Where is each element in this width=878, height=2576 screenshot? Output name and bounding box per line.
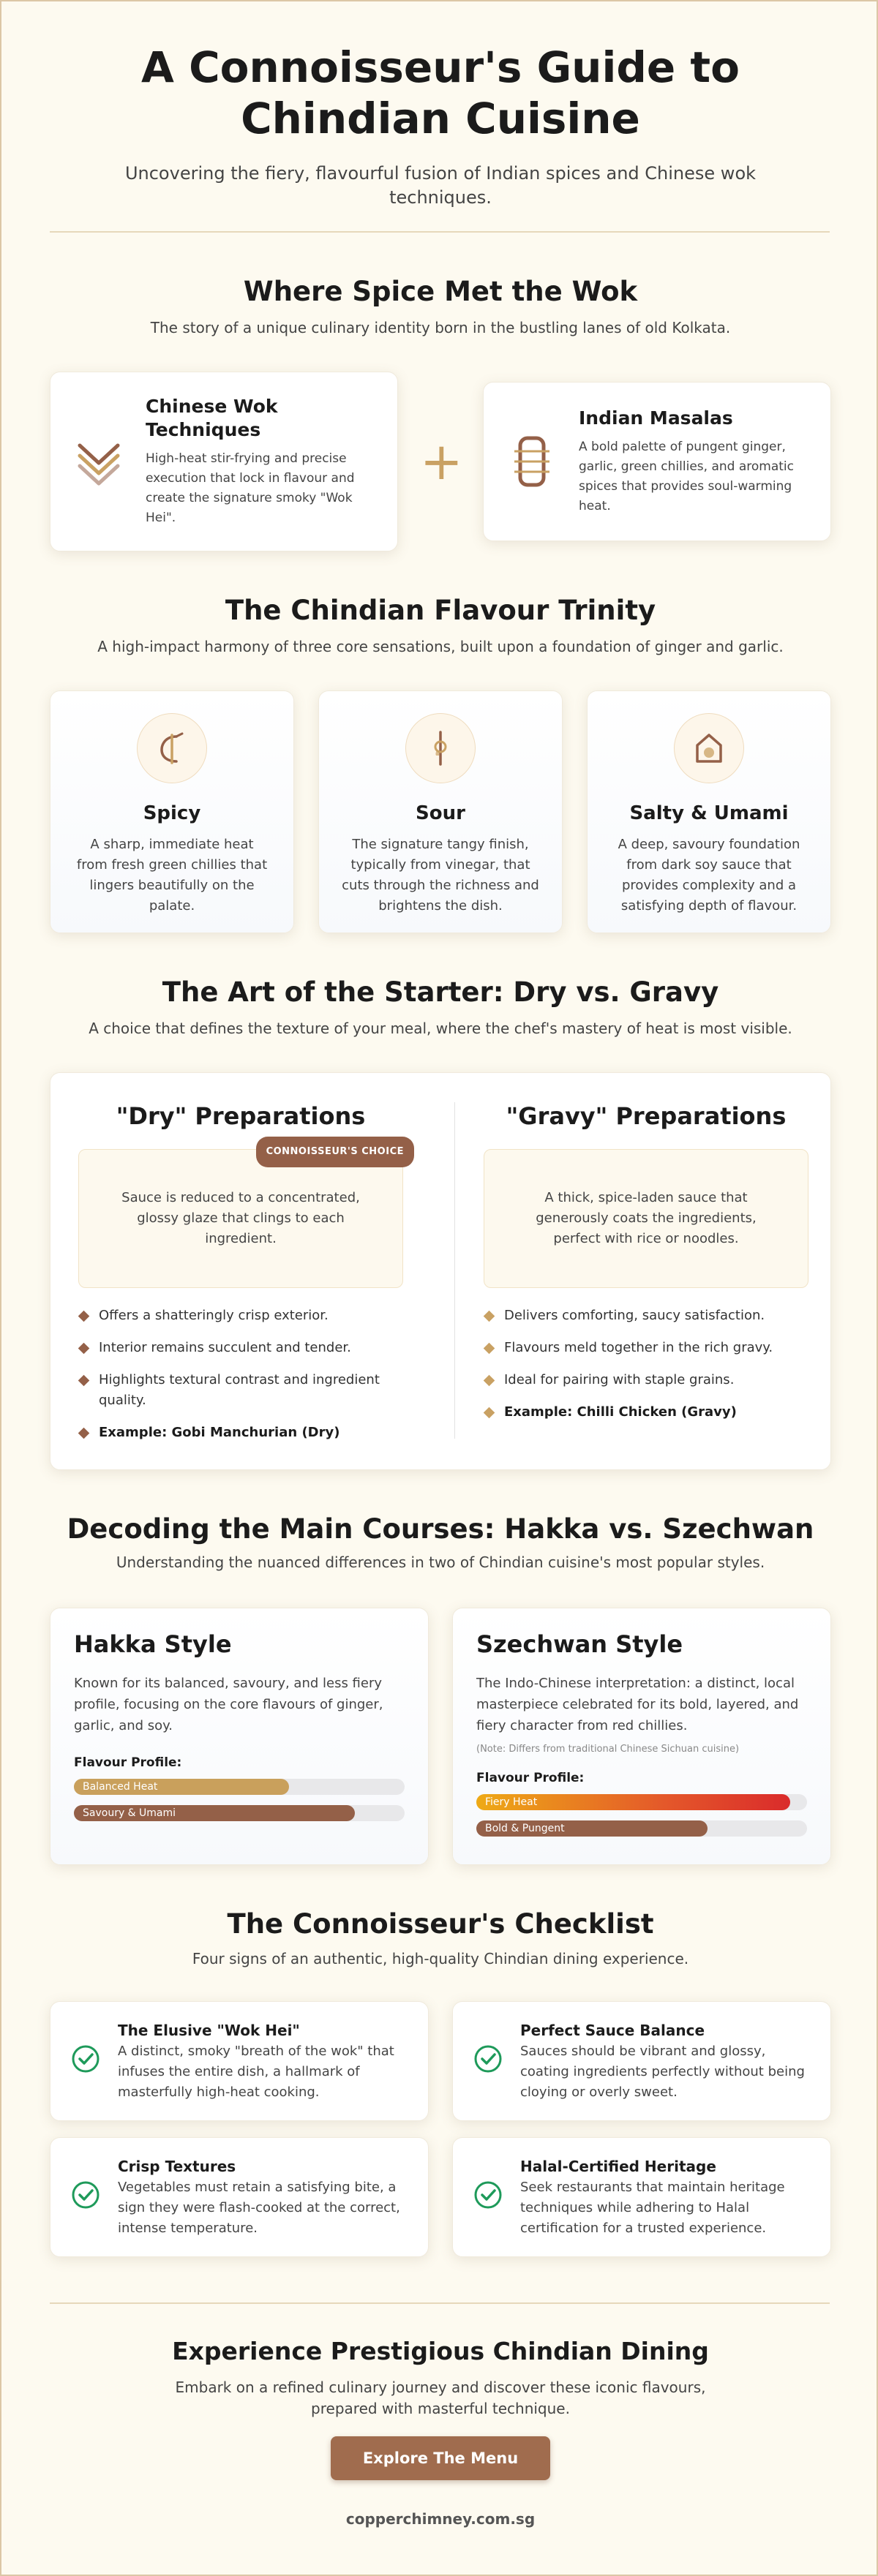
trinity-header bbox=[1, 594, 878, 657]
dry-points bbox=[78, 1306, 403, 1443]
hakka-card bbox=[50, 1608, 429, 1865]
checklist-item bbox=[452, 2137, 831, 2257]
checklist-item-title: The Elusive "Wok Hei" bbox=[118, 2022, 300, 2039]
footer-title: Experience Prestigious Chindian Dining bbox=[172, 2337, 709, 2365]
divider bbox=[50, 231, 830, 233]
dry-description: Sauce is reduced to a concentrated, glossy glaze that clings to each ingredient. bbox=[121, 1190, 360, 1246]
list-item: Offers a shatteringly crisp exterior. bbox=[78, 1306, 403, 1326]
diamond-bullet-icon bbox=[484, 1311, 495, 1322]
hakka-description: Known for its balanced, savoury, and less fiery profile, focusing on the core flavours of ginger, garlic, and soy. bbox=[74, 1676, 383, 1733]
divider bbox=[50, 2302, 830, 2304]
origin-subtitle: The story of a unique culinary identity born in the bustling lanes of old Kolkata. bbox=[150, 319, 731, 336]
checklist-item-title: Perfect Sauce Balance bbox=[520, 2022, 705, 2039]
dry-title: "Dry" Preparations bbox=[116, 1102, 366, 1130]
wok-chevrons-icon bbox=[72, 431, 125, 492]
checklist-item-title: Crisp Textures bbox=[118, 2158, 236, 2175]
origin-card-text: A bold palette of pungent ginger, garlic, green chillies, and aromatic spices that provides soul-warming heat. bbox=[579, 440, 794, 513]
plus-sign: + bbox=[420, 432, 463, 492]
diamond-bullet-icon bbox=[484, 1343, 495, 1355]
list-item: Highlights textural contrast and ingredient quality. bbox=[78, 1370, 403, 1411]
page-subtitle: Uncovering the fiery, flavourful fusion of Indian spices and Chinese wok techniques. bbox=[124, 163, 757, 208]
checklist-item-text: Vegetables must retain a satisfying bite, a sign they were flash-cooked at the correct, intense temperature. bbox=[118, 2180, 400, 2236]
szechwan-bar-pungent bbox=[476, 1820, 807, 1837]
origin-card-text: High-heat stir-frying and precise execution that lock in flavour and create the signature smoky "Wok Hei". bbox=[146, 451, 355, 525]
checklist-item-text: Sauces should be vibrant and glossy, coating ingredients perfectly without being cloying or overly sweet. bbox=[520, 2044, 805, 2100]
dry-description-box bbox=[78, 1146, 404, 1288]
starter-subtitle: A choice that defines the texture of your meal, where the chef's mastery of heat is most visible. bbox=[89, 1020, 792, 1037]
spice-jar-icon bbox=[506, 431, 558, 492]
szechwan-description: The Indo-Chinese interpretation: a distinct, local masterpiece celebrated for its bold, layered, and fiery character from red chillies. bbox=[476, 1676, 799, 1733]
gravy-description-box bbox=[484, 1149, 808, 1288]
trinity-title: The Chindian Flavour Trinity bbox=[225, 595, 656, 626]
origin-card-title: Indian Masalas bbox=[579, 407, 733, 429]
bar-fill: Savoury & Umami bbox=[74, 1805, 355, 1821]
checklist-header bbox=[1, 1907, 878, 1969]
szechwan-note: (Note: Differs from traditional Chinese Sichuan cuisine) bbox=[476, 1744, 740, 1755]
list-item: Example: Gobi Manchurian (Dry) bbox=[78, 1423, 403, 1443]
check-circle-icon bbox=[71, 2044, 100, 2074]
chilli-icon bbox=[137, 713, 207, 783]
hakka-profile-label: Flavour Profile: bbox=[74, 1755, 182, 1770]
checklist-item-title: Halal-Certified Heritage bbox=[520, 2158, 716, 2175]
website-link[interactable]: copperchimney.com.sg bbox=[345, 2510, 536, 2528]
list-item: Delivers comforting, saucy satisfaction. bbox=[484, 1306, 808, 1326]
trinity-card-umami bbox=[587, 690, 831, 933]
hakka-bar-heat bbox=[74, 1779, 405, 1795]
mains-title: Decoding the Main Courses: Hakka vs. Szechwan bbox=[67, 1513, 814, 1545]
diamond-bullet-icon bbox=[484, 1375, 495, 1387]
mains-header bbox=[1, 1513, 878, 1573]
origin-header bbox=[1, 275, 878, 338]
list-item: Ideal for pairing with staple grains. bbox=[484, 1370, 808, 1390]
hakka-bar-umami bbox=[74, 1805, 405, 1821]
diamond-bullet-icon bbox=[78, 1343, 90, 1355]
trinity-card-spicy bbox=[50, 690, 294, 933]
list-item: Example: Chilli Chicken (Gravy) bbox=[484, 1402, 808, 1423]
list-item: Flavours meld together in the rich gravy. bbox=[484, 1338, 808, 1358]
check-circle-icon bbox=[473, 2044, 503, 2074]
hakka-title: Hakka Style bbox=[74, 1630, 232, 1658]
check-circle-icon bbox=[473, 2180, 503, 2210]
list-item: Interior remains succulent and tender. bbox=[78, 1338, 403, 1358]
checklist-item-text: A distinct, smoky "breath of the wok" that infuses the entire dish, a hallmark of masterfully high-heat cooking. bbox=[118, 2044, 394, 2100]
checklist-title: The Connoisseur's Checklist bbox=[227, 1908, 654, 1940]
mains-subtitle: Understanding the nuanced differences in two of Chindian cuisine's most popular styles. bbox=[116, 1553, 765, 1571]
szechwan-bar-heat bbox=[476, 1794, 807, 1810]
gravy-column bbox=[484, 1073, 808, 1434]
diamond-bullet-icon bbox=[78, 1311, 90, 1322]
bar-fill: Fiery Heat bbox=[476, 1794, 790, 1810]
soy-bottle-icon bbox=[674, 713, 744, 783]
trinity-card-text: The signature tangy finish, typically from vinegar, that cuts through the richness and brightens the dish. bbox=[342, 837, 539, 914]
szechwan-profile-label: Flavour Profile: bbox=[476, 1771, 585, 1785]
diamond-bullet-icon bbox=[78, 1375, 90, 1387]
check-circle-icon bbox=[71, 2180, 100, 2210]
starter-title: The Art of the Starter: Dry vs. Gravy bbox=[162, 976, 719, 1008]
trinity-card-text: A deep, savoury foundation from dark soy sauce that provides complexity and a satisfying depth of flavour. bbox=[618, 837, 800, 914]
diamond-bullet-icon bbox=[484, 1407, 495, 1419]
gravy-description: A thick, spice-laden sauce that generously coats the ingredients, perfect with rice or noodles. bbox=[536, 1190, 757, 1246]
bar-fill: Bold & Pungent bbox=[476, 1820, 708, 1837]
gravy-points bbox=[484, 1306, 808, 1423]
origin-card-masala bbox=[483, 382, 831, 541]
trinity-subtitle: A high-impact harmony of three core sensations, built upon a foundation of ginger and garlic. bbox=[97, 638, 784, 655]
explore-menu-button[interactable]: Explore The Menu bbox=[331, 2436, 550, 2480]
checklist-item bbox=[50, 2137, 429, 2257]
hero bbox=[1, 42, 878, 210]
starter-compare-card bbox=[50, 1072, 831, 1470]
szechwan-title: Szechwan Style bbox=[476, 1630, 683, 1658]
trinity-card-title: Spicy bbox=[143, 802, 201, 824]
origin-card-title: Chinese Wok Techniques bbox=[146, 396, 278, 440]
starter-header bbox=[1, 976, 878, 1039]
checklist-subtitle: Four signs of an authentic, high-quality Chindian dining experience. bbox=[192, 1950, 689, 1967]
connoisseur-choice-badge: CONNOISSEUR'S CHOICE bbox=[256, 1137, 414, 1167]
trinity-card-sour bbox=[318, 690, 563, 933]
vinegar-drop-icon bbox=[405, 713, 476, 783]
trinity-card-text: A sharp, immediate heat from fresh green chillies that lingers beautifully on the palate. bbox=[76, 837, 268, 914]
origin-card-wok bbox=[50, 372, 398, 551]
column-divider bbox=[454, 1102, 455, 1439]
checklist-item bbox=[452, 2001, 831, 2121]
footer bbox=[1, 2335, 878, 2419]
page-title: A Connoisseur's Guide to Chindian Cuisine bbox=[141, 42, 740, 143]
trinity-card-title: Sour bbox=[416, 802, 465, 824]
checklist-item-text: Seek restaurants that maintain heritage techniques while adhering to Halal certification for a trusted experience. bbox=[520, 2180, 785, 2236]
szechwan-card bbox=[452, 1608, 831, 1865]
origin-title: Where Spice Met the Wok bbox=[243, 276, 638, 307]
dry-column bbox=[78, 1073, 403, 1455]
gravy-title: "Gravy" Preparations bbox=[506, 1102, 787, 1130]
trinity-card-title: Salty & Umami bbox=[629, 802, 789, 824]
bar-fill: Balanced Heat bbox=[74, 1779, 289, 1795]
diamond-bullet-icon bbox=[78, 1428, 90, 1439]
checklist-item bbox=[50, 2001, 429, 2121]
footer-text: Embark on a refined culinary journey and discover these iconic flavours, prepared with masterful technique. bbox=[175, 2379, 706, 2417]
